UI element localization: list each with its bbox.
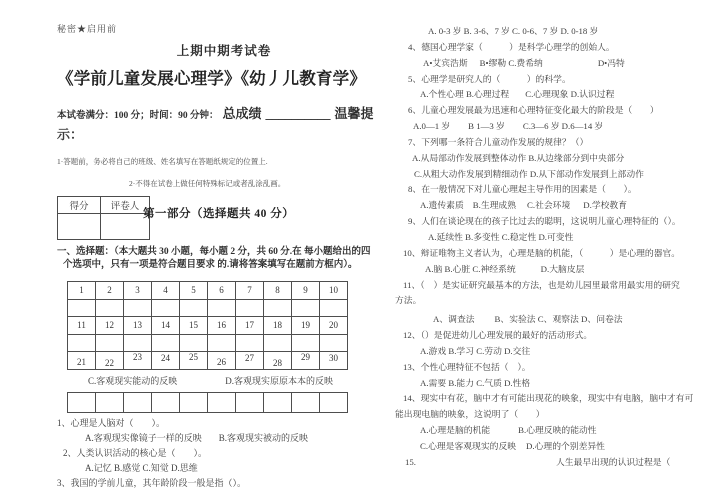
answer-grid-number: 26	[217, 357, 226, 368]
empty-strip-cell	[208, 393, 236, 413]
answer-grid-empty-cell	[236, 299, 264, 317]
answer-grid-number: 25	[189, 352, 198, 363]
answer-grid-cell	[180, 282, 208, 300]
empty-strip-cell	[68, 393, 96, 413]
text-segment: C.客观现实能动的反映	[88, 375, 178, 386]
answer-grid-cell	[236, 317, 264, 335]
answer-grid-number: 30	[329, 353, 338, 364]
answer-grid-empty-cell	[264, 299, 292, 317]
empty-strip-cell	[180, 393, 208, 413]
answer-grid-number: 2	[107, 285, 112, 296]
text-segment: 4、德国心理学家（ ）是科学心理学的创始人。	[408, 41, 615, 52]
answer-grid-cell	[208, 352, 236, 370]
answer-grid-cell	[264, 317, 292, 335]
section-intro-line1: 一、选择题：（本大题共 30 小题，每小题 2 分，共 60 分.在 每小题给出的四	[57, 247, 371, 257]
text-segment: A.遗传素质	[420, 200, 464, 211]
text-segment: 15.	[405, 456, 416, 467]
answer-grid-number: 4	[163, 285, 168, 296]
answer-grid-number: 28	[273, 358, 282, 369]
answer-grid-empty-cell	[96, 299, 124, 317]
text-segment: D.大脑皮层	[540, 263, 585, 274]
empty-strip-cell	[152, 393, 180, 413]
answer-grid-empty-cell	[152, 334, 180, 352]
question-12	[395, 328, 707, 344]
answer-grid-number: 16	[217, 320, 226, 331]
empty-strip-cell	[264, 393, 292, 413]
question-10	[395, 246, 707, 262]
answer-grid-number: 27	[245, 353, 254, 364]
question-8-options	[395, 198, 707, 214]
question-4-options	[395, 56, 707, 72]
answer-grid-number: 11	[77, 320, 86, 331]
answer-grid-cell	[152, 317, 180, 335]
answer-grid-number: 9	[303, 285, 308, 296]
answer-grid-number: 14	[161, 320, 170, 331]
answer-grid-empty-cell	[124, 299, 152, 317]
question-10-options	[395, 262, 707, 278]
answer-grid-number: 10	[329, 285, 338, 296]
question-3-options	[395, 24, 707, 40]
answer-grid-number: 24	[161, 353, 170, 364]
text-segment: 13、个性心理特征不包括（ ）。	[403, 361, 531, 372]
exam-session-title: 上期中期考试卷	[176, 44, 272, 58]
question-11	[395, 278, 707, 294]
text-segment: A、调查法	[433, 314, 475, 325]
answer-grid-cell	[180, 352, 208, 370]
question-6	[395, 103, 707, 119]
question-15	[395, 455, 707, 471]
score-label-cell: 得分	[58, 197, 101, 214]
text-segment: 能出现电脑的映象，这说明了（ ）	[395, 409, 545, 420]
text-segment: B、实验法 C、观察法 D、问卷法	[494, 314, 623, 325]
answer-grid-empty-row	[68, 334, 348, 352]
question-5-options	[395, 87, 707, 103]
question-11-options	[395, 312, 707, 328]
text-segment: C.心理现象 D.认识过程	[525, 89, 615, 100]
answer-grid-number: 5	[191, 285, 196, 296]
answer-grid-number: 19	[301, 320, 310, 331]
text-segment: D•冯特	[597, 57, 625, 68]
text-segment: C.心理是客观现实的反映	[420, 440, 517, 451]
answer-grid-cell	[124, 317, 152, 335]
course-title: 《学前儿童发展心理学》《幼丿儿教育学》	[57, 69, 367, 88]
question-4	[395, 40, 707, 56]
answer-grid-number: 23	[133, 352, 142, 363]
answer-grid-table	[67, 281, 348, 370]
question-14-options-cd	[395, 439, 707, 455]
answer-grid-cell	[152, 282, 180, 300]
text-segment: C.社会环境	[527, 200, 571, 211]
answer-grid-number: 12	[105, 320, 114, 331]
meta-score-time-text: 本试卷满分：100 分；时间：90 分钟：	[57, 111, 219, 121]
text-segment: 7、下列哪一条符合儿童动作发展的规律？（）	[408, 136, 589, 147]
answer-grid-number: 8	[275, 285, 280, 296]
text-segment: D.心理的个别差异性	[526, 440, 605, 451]
question-1	[57, 416, 391, 431]
text-segment: A.脑 B.心脏 C.神经系统	[425, 263, 516, 274]
question-9	[395, 214, 707, 230]
answer-grid-cell	[68, 317, 96, 335]
text-segment: 3、我国的学前儿童，其年龄阶段一般是指（）。	[57, 477, 247, 488]
text-segment: 9、人们在谈论现在的孩子比过去的聪明，这说明儿童心理特征的（）。	[408, 216, 681, 227]
text-segment: B 1—3 岁	[468, 121, 505, 132]
left-question-list	[57, 416, 391, 490]
text-segment: C.从粗大动作发展到精细动作 D.从下部动作发展到上部动作	[414, 168, 644, 179]
answer-grid-empty-row	[68, 299, 348, 317]
answer-grid-cell	[124, 282, 152, 300]
question-2-options	[57, 461, 391, 476]
answer-grid-empty-cell	[208, 299, 236, 317]
text-segment: B.生理成熟	[472, 200, 517, 211]
answer-grid-empty-cell	[320, 334, 348, 352]
question-7	[395, 135, 707, 151]
answer-grid-empty-cell	[68, 299, 96, 317]
answer-grid-empty-cell	[180, 299, 208, 317]
empty-answer-strip	[67, 392, 348, 413]
text-segment: A.客观现实像镜子一样的反映	[85, 433, 202, 444]
answer-grid-cell	[264, 282, 292, 300]
score-box-table	[57, 196, 150, 240]
answer-grid-number: 29	[301, 352, 310, 363]
score-value-cell	[58, 214, 101, 240]
answer-grid-cell	[236, 352, 264, 370]
answer-grid-cell	[152, 352, 180, 370]
text-segment: A.从局部动作发展到整体动作 B.从边缘部分到中央部分	[412, 152, 625, 163]
score-box-header-row	[58, 197, 150, 214]
question-9-options	[395, 230, 707, 246]
answer-grid-cell	[68, 352, 96, 370]
text-segment: A.0—1 岁	[413, 121, 451, 132]
question-13-options	[395, 376, 707, 392]
question-2	[57, 446, 391, 461]
answer-grid-number-row	[68, 282, 348, 300]
text-segment: 14、现实中有花，脑中才有可能出现花的映象，现实中有电脑，脑中才有可	[403, 393, 694, 404]
answer-grid-empty-cell	[208, 334, 236, 352]
answer-grid-cell	[292, 317, 320, 335]
security-label: 秘密★启用前	[57, 24, 118, 34]
answer-grid-cell	[208, 317, 236, 335]
text-segment: 12、（）是促进幼儿心理发展的最好的活动形式。	[403, 330, 593, 341]
text-segment: 11、（ ）是实证研究最基本的方法，也是幼儿园里最常用最实用的研究	[403, 279, 680, 290]
score-box-empty-row	[58, 214, 150, 240]
answer-grid-empty-cell	[152, 299, 180, 317]
text-segment: A.延续性 B.多变性 C.稳定性 D.可变性	[428, 231, 574, 242]
answer-grid-empty-cell	[180, 334, 208, 352]
answer-grid-cell	[96, 352, 124, 370]
total-score-label: 总成绩	[222, 106, 262, 121]
question-11-wrap	[395, 293, 707, 309]
answer-grid-cell	[208, 282, 236, 300]
answer-grid-cell	[68, 282, 96, 300]
text-segment: 1、心理是人脑对（ ）。	[57, 418, 166, 429]
question-14	[395, 391, 707, 407]
answer-grid-cell	[264, 352, 292, 370]
question-1-options-cd	[57, 374, 391, 389]
empty-strip-cell	[124, 393, 152, 413]
text-segment: 5、心理学是研究人的（ ）的科学。	[408, 73, 571, 84]
right-column	[395, 24, 707, 471]
answer-grid-number: 17	[245, 320, 254, 331]
answer-grid-number: 18	[273, 320, 282, 331]
answer-grid-cell	[292, 282, 320, 300]
question-1-options-ab	[57, 431, 391, 446]
answer-grid-number: 3	[135, 285, 140, 296]
total-score-blank: __________	[265, 106, 331, 121]
question-8	[395, 182, 707, 198]
answer-grid-cell	[320, 352, 348, 370]
empty-strip-cell	[320, 393, 348, 413]
answer-grid-empty-cell	[124, 334, 152, 352]
text-segment: A•艾宾浩斯	[423, 57, 468, 68]
notice-2: 2·不得在试卷上做任何特殊标记或者乱涂乱画。	[129, 179, 286, 188]
text-segment: D.学校教育	[583, 200, 628, 211]
text-segment: D.客观现实原原本本的反映	[225, 375, 334, 386]
text-segment: 人生最早出现的认识过程是（	[556, 456, 671, 467]
text-segment: A.心理是脑的机能	[420, 425, 491, 436]
question-13	[395, 360, 707, 376]
text-segment: 10、辩证唯物主义者认为，心理是脑的机能，（ ）是心理的器官。	[403, 247, 681, 258]
text-segment: 方法。	[395, 295, 422, 306]
warm-tip-label-part1: 温馨提	[334, 106, 374, 121]
answer-grid-number: 13	[133, 320, 142, 331]
answer-grid-empty-cell	[96, 334, 124, 352]
question-7-options-ab	[395, 151, 707, 167]
text-segment: 2、人类认识活动的核心是（ ）。	[63, 448, 208, 459]
answer-grid-number: 21	[77, 357, 86, 368]
text-segment: B•缪勒 C.费希纳	[479, 57, 543, 68]
empty-strip-cell	[236, 393, 264, 413]
answer-grid-number: 1	[79, 285, 84, 296]
answer-grid-cell	[96, 282, 124, 300]
answer-grid-number: 7	[247, 285, 252, 296]
section-intro-line2: 个选项中，只有一项是符合题目要求 的.请将答案填写在题前方框内）。	[63, 259, 358, 270]
answer-grid-empty-cell	[68, 334, 96, 352]
answer-grid-number: 15	[189, 320, 198, 331]
answer-grid-cell	[124, 352, 152, 370]
stray-option-line-container	[57, 374, 391, 389]
empty-strip-cell	[96, 393, 124, 413]
score-box-area	[57, 196, 391, 241]
empty-strip-row	[68, 393, 348, 413]
answer-grid-cell	[96, 317, 124, 335]
answer-grid-cell	[180, 317, 208, 335]
text-segment: B.心理反映的能动性	[518, 425, 597, 436]
text-segment: 8、在一般情况下对儿童心理起主导作用的因素是（ ）。	[408, 184, 637, 195]
empty-strip-cell	[292, 393, 320, 413]
answer-grid-cell	[292, 352, 320, 370]
warm-tip-label-part2: 示：	[57, 127, 84, 142]
question-6-options	[395, 119, 707, 135]
question-7-options-cd	[395, 167, 707, 183]
answer-grid-number-row	[68, 352, 348, 370]
answer-grid-number: 22	[105, 358, 114, 369]
left-column	[57, 0, 391, 491]
exam-meta-line	[57, 103, 391, 123]
answer-grid-empty-cell	[320, 299, 348, 317]
text-segment: A.个性心理 B.心理过程	[420, 89, 510, 100]
answer-grid-empty-cell	[264, 334, 292, 352]
text-segment: A.记忆 B.感觉 C.知觉 D.思维	[85, 463, 198, 474]
answer-grid-number: 20	[329, 320, 338, 331]
text-segment: C.3—6 岁 D.6—14 岁	[522, 121, 604, 132]
question-3	[57, 476, 391, 491]
text-segment: A. 0-3 岁 B. 3-6、7 岁 C. 0-6、7 岁 D. 0-18 岁	[428, 26, 599, 36]
notice-1: 1·答题前，务必将自己的班级、姓名填写在答题纸规定的位置上.	[57, 157, 268, 166]
answer-grid-cell	[236, 282, 264, 300]
text-segment: A.需要 B.能力 C.气质 D.性格	[420, 377, 531, 388]
question-5	[395, 72, 707, 88]
question-14-options-ab	[395, 423, 707, 439]
answer-grid-cell	[320, 317, 348, 335]
answer-grid-cell	[320, 282, 348, 300]
answer-grid-empty-cell	[236, 334, 264, 352]
answer-grid-number: 6	[219, 285, 224, 296]
text-segment: B.客观现实被动的反映	[218, 433, 309, 444]
answer-grid-number-row	[68, 317, 348, 335]
answer-grid-empty-cell	[292, 299, 320, 317]
text-segment: A.游戏 B.学习 C.劳动 D.交往	[420, 345, 531, 356]
question-14-wrap	[395, 407, 707, 423]
grader-label-cell: 评卷人	[101, 197, 150, 214]
question-12-options	[395, 344, 707, 360]
text-segment: 6、儿童心理发展最为迅速和心理特征变化最大的阶段是（ ）	[408, 105, 659, 116]
answer-grid-empty-cell	[292, 334, 320, 352]
section-one-title: 第一部分（选择题共 40 分）	[143, 208, 295, 220]
